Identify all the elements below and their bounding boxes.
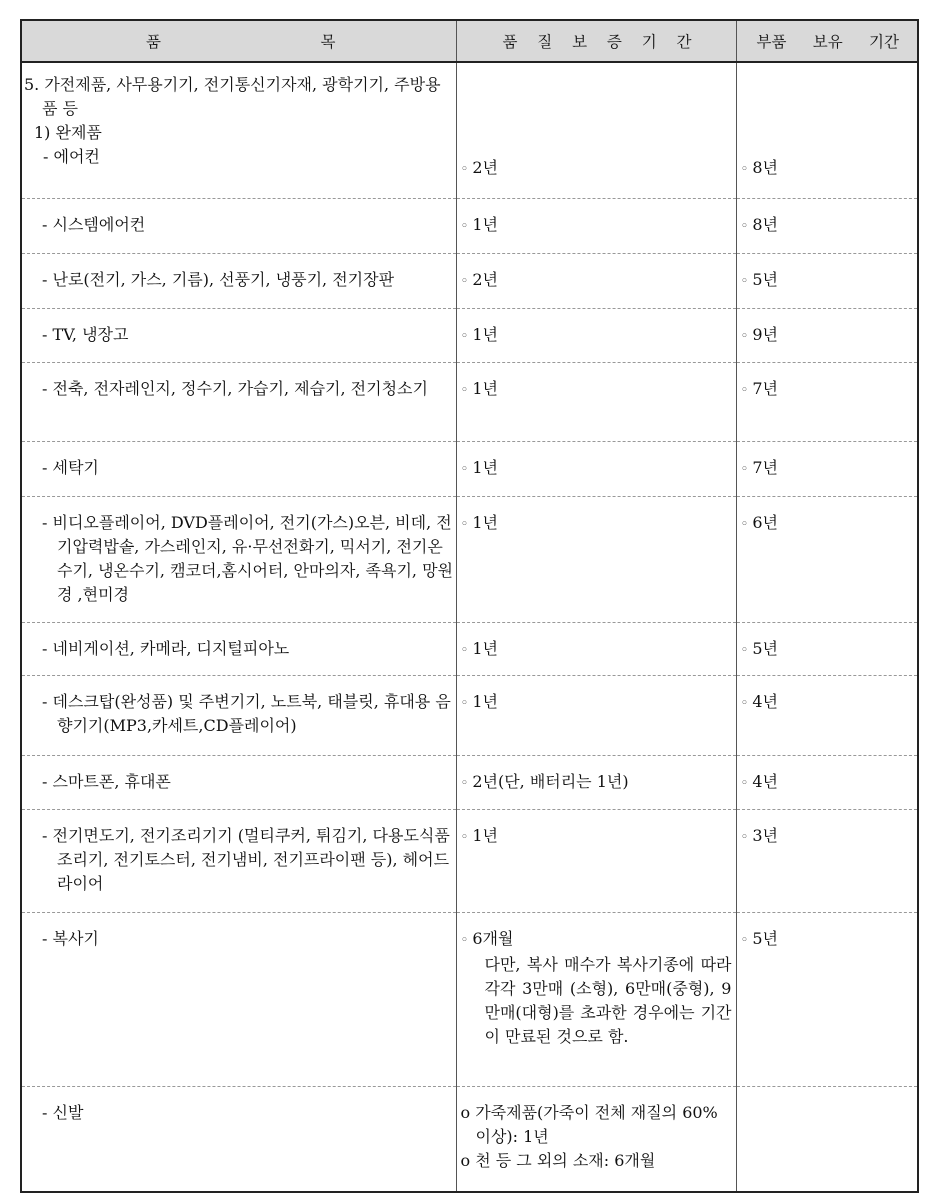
item-cell: - 세탁기 (21, 441, 456, 496)
table-row (21, 912, 918, 1086)
warranty-cell: ◦ 1년 (456, 809, 736, 912)
item-cell: - 신발 (21, 1086, 456, 1192)
item-cell: - 네비게이션, 카메라, 디지털피아노 (21, 622, 456, 675)
warranty-cell: ◦ 1년 (456, 675, 736, 755)
item-cell: - 복사기 (21, 912, 456, 1086)
header-parts: 부품 보유 기간 (736, 20, 918, 62)
table-row (21, 62, 918, 198)
parts-cell: ◦ 6년 (736, 496, 918, 622)
table-row (21, 198, 918, 253)
parts-cell: ◦ 8년 (736, 62, 918, 198)
warranty-cell: ◦ 2년(단, 배터리는 1년) (456, 755, 736, 809)
item-cell: - 난로(전기, 가스, 기름), 선풍기, 냉풍기, 전기장판 (21, 253, 456, 308)
item-cell: - TV, 냉장고 (21, 308, 456, 362)
warranty-note: 다만, 복사 매수가 복사기종에 따라 각각 3만매 (소형), 6만매(중형), 9만매(대형)를 초과한 경우에는 기간이 만료된 것으로 함. (484, 954, 732, 1046)
warranty-cell: ◦ 2년 (456, 62, 736, 198)
parts-cell: ◦ 3년 (736, 809, 918, 912)
parts-cell: ◦ 5년 (736, 622, 918, 675)
section-title: 5. 가전제품, 사무용기기, 전기통신기자재, 광학기기, 주방용품 등 (24, 75, 441, 118)
table-row (21, 622, 918, 675)
table-row (21, 362, 918, 441)
item-cell: - 비디오플레이어, DVD플레이어, 전기(가스)오븐, 비데, 전기압력밥솥, 가스레인지, 유·무선전화기, 믹서기, 전기온수기, 냉온수기, 캠코더,홈시어터, 안마의자, 족욕기, 망원경 ,현미경 (21, 496, 456, 622)
warranty-cell: ◦ 6개월 다만, 복사 매수가 복사기종에 따라 각각 3만매 (소형), 6만매(중형), 9만매(대형)를 초과한 경우에는 기간이 만료된 것으로 함. (456, 912, 736, 1086)
section-subtitle: 1) 완제품 (34, 123, 102, 142)
table-row (21, 1086, 918, 1192)
warranty-cell: ◦ 1년 (456, 441, 736, 496)
table-row (21, 755, 918, 809)
parts-cell: ◦ 4년 (736, 675, 918, 755)
warranty-cell: o 가죽제품(가죽이 전체 재질의 60% 이상): 1년 o 천 등 그 외의 소재: 6개월 (456, 1086, 736, 1192)
warranty-table (20, 19, 919, 1193)
item-cell (21, 62, 456, 198)
parts-cell: ◦ 4년 (736, 755, 918, 809)
table-row (21, 308, 918, 362)
table-row (21, 441, 918, 496)
parts-cell: ◦ 5년 (736, 253, 918, 308)
item-cell: - 전기면도기, 전기조리기기 (멀티쿠커, 튀김기, 다용도식품조리기, 전기토스터, 전기냄비, 전기프라이팬 등), 헤어드라이어 (21, 809, 456, 912)
warranty-cell: ◦ 1년 (456, 308, 736, 362)
parts-cell (736, 1086, 918, 1192)
warranty-cell: ◦ 1년 (456, 622, 736, 675)
header-warranty: 품 질 보 증 기 간 (456, 20, 736, 62)
parts-cell: ◦ 7년 (736, 362, 918, 441)
item-cell: - 시스템에어컨 (21, 198, 456, 253)
warranty-cell: ◦ 1년 (456, 362, 736, 441)
warranty-cell: ◦ 2년 (456, 253, 736, 308)
item-cell: - 데스크탑(완성품) 및 주변기기, 노트북, 태블릿, 휴대용 음향기기(MP3,카세트,CD플레이어) (21, 675, 456, 755)
table-row (21, 496, 918, 622)
parts-cell: ◦ 7년 (736, 441, 918, 496)
item-cell: - 전축, 전자레인지, 정수기, 가습기, 제습기, 전기청소기 (21, 362, 456, 441)
header-item: 품 목 (21, 20, 456, 62)
item-cell: - 스마트폰, 휴대폰 (21, 755, 456, 809)
table-row (21, 253, 918, 308)
table-row (21, 675, 918, 755)
header-row (21, 20, 918, 62)
item-label: - 에어컨 (43, 145, 456, 169)
warranty-cell: ◦ 1년 (456, 496, 736, 622)
parts-cell: ◦ 5년 (736, 912, 918, 1086)
parts-cell: ◦ 9년 (736, 308, 918, 362)
parts-cell: ◦ 8년 (736, 198, 918, 253)
table-row (21, 809, 918, 912)
warranty-cell: ◦ 1년 (456, 198, 736, 253)
